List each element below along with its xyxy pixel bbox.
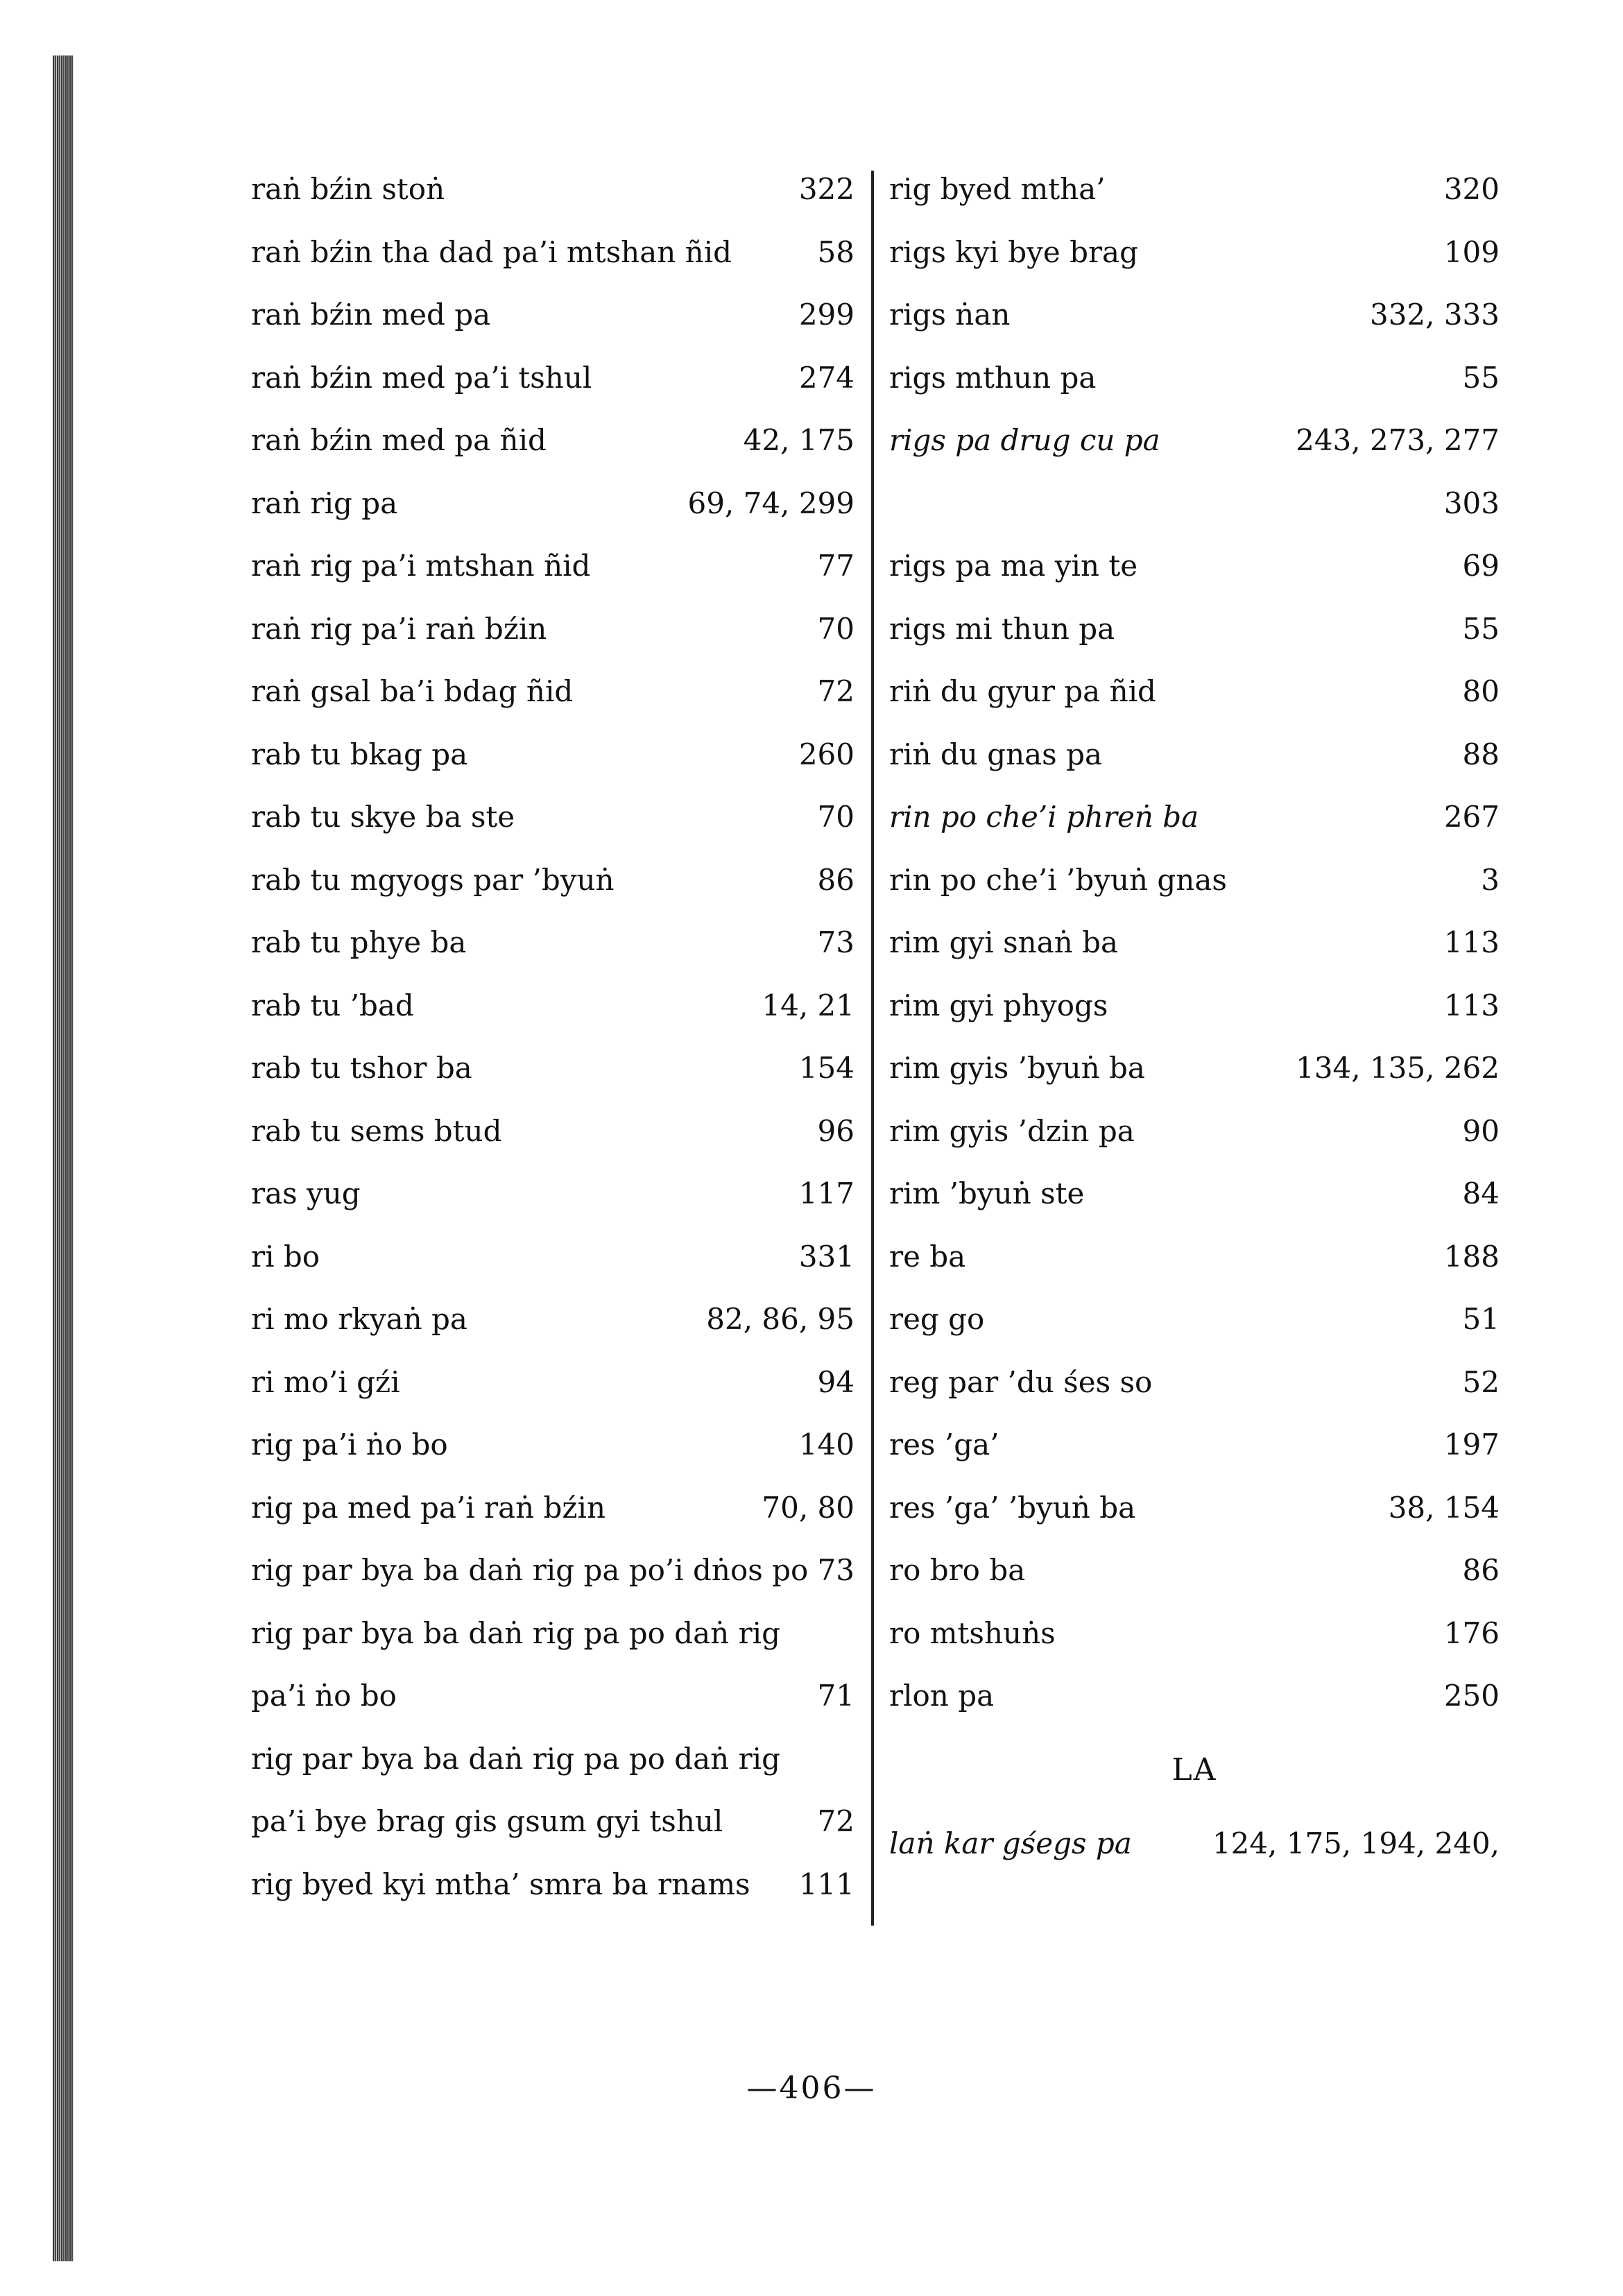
index-entry bbox=[251, 1037, 855, 1100]
page-references: 88 bbox=[1462, 737, 1500, 771]
index-entry bbox=[889, 284, 1500, 347]
index-term: raṅ rig pa’i mtshan ñid bbox=[251, 549, 591, 583]
page-references: 243, 273, 277 bbox=[1296, 423, 1500, 457]
page-references: 267 bbox=[1443, 800, 1500, 834]
index-term: rin po che’i ’byuṅ gnas bbox=[889, 862, 1227, 897]
index-term: rab tu skye ba ste bbox=[251, 800, 515, 834]
index-term: res ’ga’ ’byuṅ ba bbox=[889, 1490, 1136, 1525]
index-entry bbox=[889, 158, 1500, 221]
page-references: 111 bbox=[798, 1867, 855, 1901]
index-entry bbox=[889, 1037, 1500, 1100]
page-references: 94 bbox=[817, 1364, 855, 1399]
index-entry bbox=[251, 849, 855, 912]
index-term: rab tu phye ba bbox=[251, 925, 467, 959]
index-entry bbox=[889, 1226, 1500, 1289]
index-entry bbox=[251, 1163, 855, 1226]
page-references: 55 bbox=[1462, 360, 1500, 395]
index-entry bbox=[251, 472, 855, 536]
index-term: rig par bya ba daṅ rig pa po daṅ rig bbox=[251, 1741, 780, 1776]
index-entry bbox=[889, 1813, 1500, 1876]
index-entry bbox=[251, 1853, 855, 1917]
index-entry bbox=[889, 1351, 1500, 1414]
index-term: rigs mthun pa bbox=[889, 360, 1097, 395]
index-entry bbox=[251, 1477, 855, 1540]
page-references: 96 bbox=[817, 1113, 855, 1148]
index-entry bbox=[251, 409, 855, 472]
index-term: rigs pa drug cu pa bbox=[889, 423, 1160, 457]
index-term: rim gyis ’dzin pa bbox=[889, 1113, 1135, 1148]
index-term: ras yug bbox=[251, 1176, 361, 1210]
index-term: ri bo bbox=[251, 1239, 320, 1274]
page-references: 154 bbox=[798, 1051, 855, 1085]
index-term: rin po che’i phreṅ ba bbox=[889, 800, 1199, 834]
index-entry bbox=[251, 1790, 855, 1853]
index-term: rab tu tshor ba bbox=[251, 1051, 472, 1085]
page-references: 42, 175 bbox=[743, 423, 855, 457]
index-term: rim gyis ’byuṅ ba bbox=[889, 1051, 1145, 1085]
index-term: res ’ga’ bbox=[889, 1428, 999, 1462]
index-entry bbox=[889, 347, 1500, 410]
page-references: 14, 21 bbox=[762, 988, 855, 1022]
section-heading: LA bbox=[1171, 1751, 1217, 1788]
index-term: rigs pa ma yin te bbox=[889, 549, 1138, 583]
page-references: 109 bbox=[1443, 234, 1500, 269]
column-divider bbox=[871, 171, 874, 1926]
page-references: 320 bbox=[1443, 172, 1500, 206]
index-entry bbox=[889, 409, 1500, 472]
index-term: raṅ bźin med pa bbox=[251, 298, 491, 332]
index-term: riṅ du gnas pa bbox=[889, 737, 1103, 771]
index-term: rigs kyi bye brag bbox=[889, 234, 1138, 269]
page-references: 84 bbox=[1462, 1176, 1500, 1210]
page-references: 69, 74, 299 bbox=[687, 486, 855, 520]
page-references: 134, 135, 262 bbox=[1296, 1051, 1500, 1085]
index-term: pa’i ṅo bo bbox=[251, 1679, 397, 1713]
page-references: 176 bbox=[1443, 1616, 1500, 1650]
index-entry bbox=[251, 1602, 855, 1665]
index-entry bbox=[251, 1414, 855, 1477]
index-entry bbox=[251, 1665, 855, 1728]
page-references: 250 bbox=[1443, 1679, 1500, 1713]
index-entry bbox=[889, 1288, 1500, 1351]
index-term: riṅ du gyur pa ñid bbox=[889, 674, 1156, 708]
page-references: 52 bbox=[1462, 1364, 1500, 1399]
index-term: rlon pa bbox=[889, 1679, 995, 1713]
index-term: ri mo rkyaṅ pa bbox=[251, 1302, 467, 1336]
index-entry bbox=[889, 660, 1500, 723]
page-number: —406— bbox=[746, 2071, 877, 2106]
index-term: rigs mi thun pa bbox=[889, 611, 1115, 646]
page-references: 73 bbox=[817, 1553, 855, 1587]
index-term: rig byed mtha’ bbox=[889, 172, 1106, 206]
index-term: rim ’byuṅ ste bbox=[889, 1176, 1085, 1210]
index-entry bbox=[251, 1728, 855, 1791]
index-entry bbox=[889, 598, 1500, 661]
index-term: raṅ bźin tha dad pa’i mtshan ñid bbox=[251, 234, 732, 269]
index-term: rab tu bkag pa bbox=[251, 737, 468, 771]
index-term: reg par ’du śes so bbox=[889, 1364, 1153, 1399]
page-references: 331 bbox=[798, 1239, 855, 1274]
page-references: 72 bbox=[817, 674, 855, 708]
page-references: 124, 175, 194, 240, bbox=[1212, 1826, 1500, 1860]
index-entry bbox=[889, 975, 1500, 1038]
page-references: 86 bbox=[817, 862, 855, 897]
page-references: 260 bbox=[798, 737, 855, 771]
index-entry bbox=[251, 598, 855, 661]
index-entry bbox=[251, 284, 855, 347]
page-references: 70 bbox=[817, 800, 855, 834]
page-references: 113 bbox=[1443, 988, 1500, 1022]
index-entry bbox=[889, 1665, 1500, 1728]
page-references: 72 bbox=[817, 1804, 855, 1838]
index-entry bbox=[889, 1602, 1500, 1665]
page-references: 332, 333 bbox=[1369, 298, 1500, 332]
index-term: rig pa med pa’i raṅ bźin bbox=[251, 1490, 606, 1525]
page-references: 140 bbox=[798, 1428, 855, 1462]
index-entry bbox=[889, 1414, 1500, 1477]
index-entry bbox=[251, 535, 855, 598]
index-entry bbox=[889, 535, 1500, 598]
page-references: 274 bbox=[798, 360, 855, 395]
index-term: rig byed kyi mtha’ smra ba rnams bbox=[251, 1867, 750, 1901]
page-references: 55 bbox=[1462, 611, 1500, 646]
page-references: 69 bbox=[1462, 549, 1500, 583]
page-references: 73 bbox=[817, 925, 855, 959]
index-entry bbox=[251, 1100, 855, 1163]
page-references: 77 bbox=[817, 549, 855, 583]
page-references: 38, 154 bbox=[1388, 1490, 1500, 1525]
index-entry bbox=[889, 723, 1500, 787]
index-entry bbox=[251, 911, 855, 975]
index-entry bbox=[251, 1226, 855, 1289]
page-references: 322 bbox=[798, 172, 855, 206]
index-entry bbox=[251, 347, 855, 410]
index-term: pa’i bye brag gis gsum gyi tshul bbox=[251, 1804, 723, 1838]
page-references: 197 bbox=[1443, 1428, 1500, 1462]
index-entry bbox=[251, 660, 855, 723]
index-term: reg go bbox=[889, 1302, 985, 1336]
index-term: ri mo’i gźi bbox=[251, 1364, 400, 1399]
page-references: 70 bbox=[817, 611, 855, 646]
page-references: 188 bbox=[1443, 1239, 1500, 1274]
index-term: ro bro ba bbox=[889, 1553, 1026, 1587]
page-references: 3 bbox=[1481, 862, 1500, 897]
index-term: rim gyi phyogs bbox=[889, 988, 1108, 1022]
index-term: rig par bya ba daṅ rig pa po’i dṅos po bbox=[251, 1553, 809, 1587]
index-entry bbox=[251, 723, 855, 787]
page-references: 51 bbox=[1462, 1302, 1500, 1336]
index-term: rig pa’i ṅo bo bbox=[251, 1428, 448, 1462]
page-references: 82, 86, 95 bbox=[706, 1302, 855, 1336]
index-entry bbox=[889, 1539, 1500, 1602]
index-term: raṅ rig pa’i raṅ bźin bbox=[251, 611, 547, 646]
index-entry bbox=[889, 1477, 1500, 1540]
page-references: 303 bbox=[1443, 486, 1500, 520]
page-references: 117 bbox=[798, 1176, 855, 1210]
index-term: rim gyi snaṅ ba bbox=[889, 925, 1119, 959]
index-term: rab tu sems btud bbox=[251, 1113, 502, 1148]
page-references: 80 bbox=[1462, 674, 1500, 708]
index-entry bbox=[251, 975, 855, 1038]
index-entry bbox=[889, 786, 1500, 849]
binding-edge bbox=[53, 55, 74, 2261]
index-term: raṅ bźin med pa ñid bbox=[251, 423, 547, 457]
page-references: 58 bbox=[817, 234, 855, 269]
page-references: 90 bbox=[1462, 1113, 1500, 1148]
index-entry bbox=[889, 911, 1500, 975]
index-entry bbox=[889, 472, 1500, 536]
index-entry bbox=[251, 1351, 855, 1414]
page-references: 113 bbox=[1443, 925, 1500, 959]
index-column-right bbox=[889, 158, 1500, 1875]
page-references: 86 bbox=[1462, 1553, 1500, 1587]
index-entry bbox=[251, 1288, 855, 1351]
index-entry bbox=[251, 786, 855, 849]
index-term: rigs ṅan bbox=[889, 298, 1011, 332]
index-term: re ba bbox=[889, 1239, 966, 1274]
index-entry bbox=[889, 1163, 1500, 1226]
index-entry bbox=[251, 221, 855, 284]
index-entry bbox=[889, 221, 1500, 284]
index-entry bbox=[889, 849, 1500, 912]
index-term: rab tu mgyogs par ’byuṅ bbox=[251, 862, 615, 897]
index-entry bbox=[889, 1100, 1500, 1163]
index-term: raṅ bźin med pa’i tshul bbox=[251, 360, 592, 395]
page-references: 70, 80 bbox=[762, 1490, 855, 1525]
page-references: 71 bbox=[817, 1679, 855, 1713]
index-term: raṅ gsal ba’i bdag ñid bbox=[251, 674, 574, 708]
index-term: raṅ bźin stoṅ bbox=[251, 172, 445, 206]
index-term: ro mtshuṅs bbox=[889, 1616, 1056, 1650]
index-term: rab tu ’bad bbox=[251, 988, 414, 1022]
index-term: rig par bya ba daṅ rig pa po daṅ rig bbox=[251, 1616, 780, 1650]
page-references: 299 bbox=[798, 298, 855, 332]
index-term: laṅ kar gśegs pa bbox=[889, 1826, 1132, 1860]
index-entry bbox=[251, 1539, 855, 1602]
index-entry bbox=[251, 158, 855, 221]
index-column-left bbox=[251, 158, 855, 1916]
index-term: raṅ rig pa bbox=[251, 486, 398, 520]
